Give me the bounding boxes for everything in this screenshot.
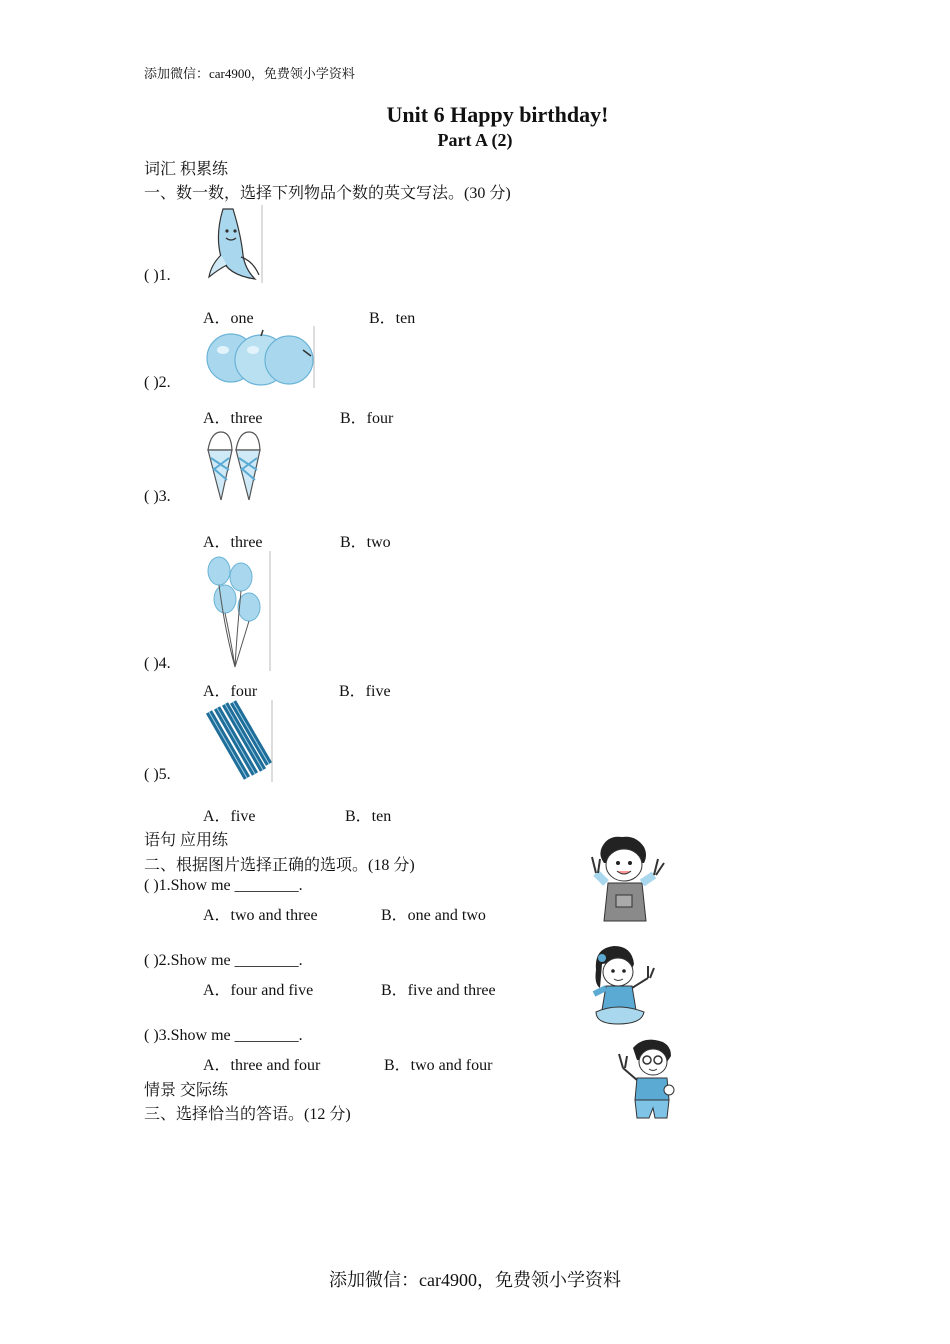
section3-instruction: 三、选择恰当的答语。(12 分) bbox=[144, 1106, 351, 1123]
section1-instruction: 一、数一数，选择下列物品个数的英文写法。(30 分) bbox=[144, 185, 511, 202]
option-a: A．four bbox=[203, 683, 258, 700]
option-b: B．two bbox=[340, 534, 391, 551]
option-b: B．two and four bbox=[384, 1057, 493, 1074]
question-number: ( )1.Show me ________. bbox=[144, 877, 303, 894]
pencils-icon bbox=[205, 700, 273, 782]
page-title: Unit 6 Happy birthday! bbox=[386, 102, 609, 127]
section1-label: 词汇 积累练 bbox=[144, 161, 229, 178]
banana-icon bbox=[205, 205, 263, 283]
question-number: ( )1. bbox=[144, 267, 171, 284]
option-a: A．three and four bbox=[203, 1057, 321, 1074]
section3-label: 情景 交际练 bbox=[144, 1082, 229, 1099]
option-a: A．four and five bbox=[203, 982, 314, 999]
option-b: B．one and two bbox=[381, 907, 486, 924]
watermark-bottom: 添加微信：car4900，免费领小学资料 bbox=[329, 1270, 621, 1290]
page-subtitle: Part A (2) bbox=[437, 130, 513, 150]
option-a: A．three bbox=[203, 534, 263, 551]
section2-label: 语句 应用练 bbox=[144, 832, 229, 849]
question-number: ( )2. bbox=[144, 374, 171, 391]
ice-cream-icon bbox=[205, 428, 263, 504]
boy-glasses-showing-fingers-icon bbox=[615, 1038, 679, 1122]
question-number: ( )3. bbox=[144, 488, 171, 505]
option-b: B．ten bbox=[369, 310, 416, 327]
balloons-icon bbox=[205, 551, 271, 671]
option-a: A．one bbox=[203, 310, 254, 327]
section2-instruction: 二、根据图片选择正确的选项。(18 分) bbox=[144, 857, 415, 874]
option-b: B．ten bbox=[345, 808, 392, 825]
question-number: ( )5. bbox=[144, 766, 171, 783]
option-a: A．three bbox=[203, 410, 263, 427]
option-a: A．two and three bbox=[203, 907, 318, 924]
boy-showing-fingers-icon bbox=[588, 833, 670, 923]
option-b: B．four bbox=[340, 410, 394, 427]
apples-icon bbox=[205, 326, 315, 388]
watermark-top: 添加微信：car4900，免费领小学资料 bbox=[144, 66, 355, 81]
option-b: B．five and three bbox=[381, 982, 496, 999]
option-b: B．five bbox=[339, 683, 391, 700]
question-number: ( )4. bbox=[144, 655, 171, 672]
question-number: ( )2.Show me ________. bbox=[144, 952, 303, 969]
option-a: A．five bbox=[203, 808, 256, 825]
girl-showing-fingers-icon bbox=[588, 944, 658, 1032]
question-number: ( )3.Show me ________. bbox=[144, 1027, 303, 1044]
